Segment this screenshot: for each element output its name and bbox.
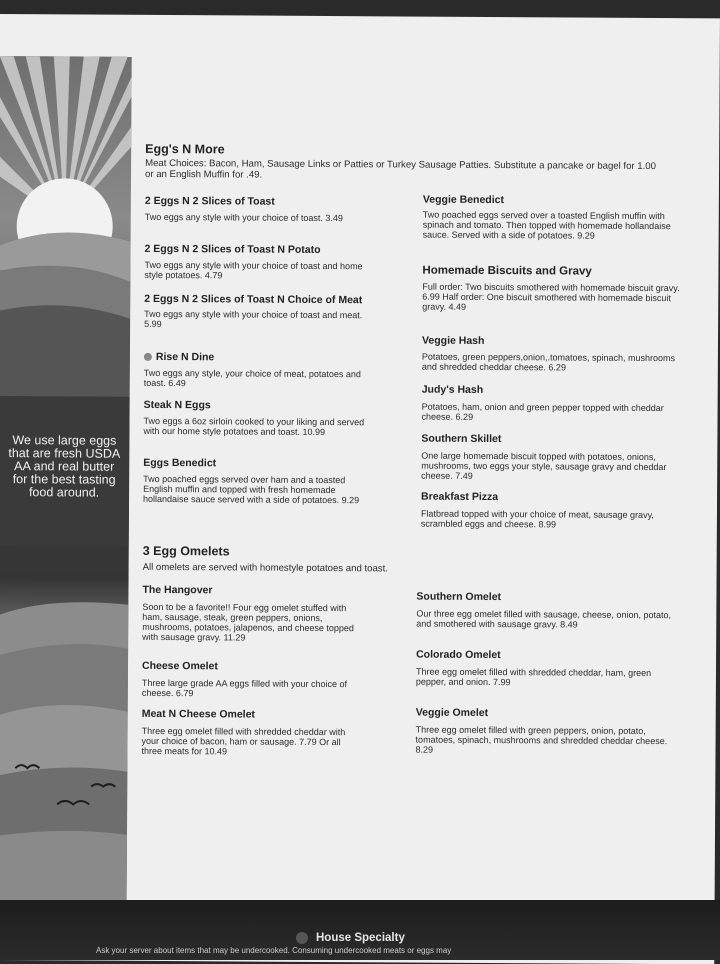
item-desc: Flatbread topped with your choice of meat, sausage gravy, scrambled eggs and cheese. 8.99 <box>420 508 654 530</box>
menu-item <box>144 351 366 389</box>
item-desc: Two eggs any style, your choice of meat, potatoes and toast. 6.49 <box>143 367 361 389</box>
sunrise-illustration <box>0 56 132 957</box>
decorative-sidebar <box>0 56 132 957</box>
menu-item <box>144 243 366 281</box>
item-name: Eggs Benedict <box>143 456 217 470</box>
sidebar-note: We use large eggs that are fresh USDA AA and real butter for the best tasting food around. <box>8 433 121 500</box>
menu-item <box>422 335 690 374</box>
section-title-eggs: Egg's N More <box>145 141 225 157</box>
item-name: Southern Skillet <box>421 432 502 446</box>
item-name: Rise N Dine <box>155 350 215 364</box>
item-name: Southern Omelet <box>416 590 502 604</box>
item-name: Breakfast Pizza <box>421 490 499 504</box>
item-name: Cheese Omelet <box>141 659 218 673</box>
item-name-row <box>144 351 366 364</box>
menu-item <box>423 194 691 242</box>
menu-item <box>143 457 365 505</box>
menu-item <box>416 591 678 631</box>
menu-item <box>145 195 367 223</box>
item-desc: Our three egg omelet filled with sausage, cheese, onion, potato, and smothered with sausage gravy. 8.49 <box>416 608 672 630</box>
item-desc: Potatoes, ham, onion and green pepper topped with cheddar cheese. 6.29 <box>421 401 664 422</box>
item-desc: Three egg omelet filled with shredded cheddar, ham, green pepper, and onion. 7.99 <box>415 666 652 688</box>
menu-item <box>142 660 364 699</box>
menu-item <box>144 293 366 330</box>
menu-content <box>140 15 710 757</box>
menu-item <box>143 399 365 437</box>
item-desc: Three egg omelet filled with shredded cheddar with your choice of bacon, ham or sausage. 7.79 Or all three meats for 10.49 <box>141 725 346 757</box>
item-desc: Full order: Two biscuits smothered with homemade biscuit gravy. 6.99 Half order: One biscuit smothered with homemade biscuit gravy. 4.49 <box>422 281 680 312</box>
menu-item <box>142 584 364 643</box>
menu-item <box>421 491 689 531</box>
item-name: 2 Eggs N 2 Slices of Toast N Choice of Meat <box>144 292 363 307</box>
item-name: The Hangover <box>142 583 213 597</box>
item-desc: Two eggs any style with your choice of toast. 3.49 <box>144 211 343 224</box>
item-desc: Three large grade AA eggs filled with your choice of cheese. 6.79 <box>141 677 348 699</box>
item-desc: Three egg omelet filled with green peppers, onion, potato, tomatoes, spinach, mushrooms and shredded cheddar cheese. 8.29 <box>415 724 668 755</box>
item-name: 2 Eggs N 2 Slices of Toast N Potato <box>144 242 321 256</box>
item-name: Steak N Eggs <box>143 398 211 412</box>
item-desc: Two poached eggs served over a toasted English muffin with spinach and tomato. Then topped with homemade hollandaise sauce. Served with a side of potatoes. 9.29 <box>422 209 671 241</box>
item-name: 2 Eggs N 2 Slices of Toast <box>144 194 275 208</box>
item-name: Meat N Cheese Omelet <box>141 707 255 721</box>
menu-item <box>416 649 678 689</box>
item-desc: Two eggs any style with your choice of toast and home style potatoes. 4.79 <box>144 259 363 281</box>
menu-item <box>141 708 363 757</box>
item-desc: Potatoes, green peppers,onion,.tomatoes, spinach, mushrooms and shredded cheddar cheese. 6.29 <box>421 351 676 373</box>
item-desc: Soon to be a favorite!! Four egg omelet stuffed with ham, sausage, steak, green peppers, onions, mushrooms, potatoes, jalapenos, and cheese topped with sausage gravy. 11.29 <box>142 601 354 643</box>
section-title-omelets: 3 Egg Omelets <box>142 543 230 559</box>
footer-disclaimer: Ask your server about items that may be undercooked. Consuming undercooked meats or eggs may <box>96 946 452 955</box>
item-name: Veggie Omelet <box>415 706 489 719</box>
omelets-intro: All omelets are served with homestyle potatoes and toast. <box>142 561 388 575</box>
item-name: Veggie Hash <box>421 334 485 347</box>
item-name: Colorado Omelet <box>416 648 501 662</box>
house-specialty-icon <box>296 932 308 944</box>
menu-item <box>422 384 690 424</box>
house-specialty-label: House Specialty <box>316 932 405 944</box>
menu-page <box>0 14 720 964</box>
menu-item <box>415 707 677 757</box>
item-desc: Two poached eggs served over ham and a toasted English muffin and topped with fresh homemade hollandaise sauce served with a side of potatoes. 9.29 <box>143 473 360 506</box>
menu-item <box>421 433 689 483</box>
item-desc: Two eggs a 6oz sirloin cooked to your liking and served with our home style potatoes and toast. 10.99 <box>143 415 365 437</box>
menu-item <box>422 265 690 314</box>
item-name: Veggie Benedict <box>422 193 505 207</box>
item-name: Homemade Biscuits and Gravy <box>422 264 592 278</box>
item-desc: One large homemade biscuit topped with potatoes, onions, mushrooms, two eggs your style, sausage gravy and cheddar cheese. 7.49 <box>421 450 667 481</box>
eggs-intro: Meat Choices: Bacon, Ham, Sausage Links or Patties or Turkey Sausage Patties. Substitute a pancake or bagel for 1.00 or an English Muffin for .49. <box>144 157 657 181</box>
house-specialty-icon <box>144 353 152 361</box>
item-desc: Two eggs any style with your choice of toast and meat. 5.99 <box>144 308 363 329</box>
item-name: Judy's Hash <box>421 383 484 396</box>
